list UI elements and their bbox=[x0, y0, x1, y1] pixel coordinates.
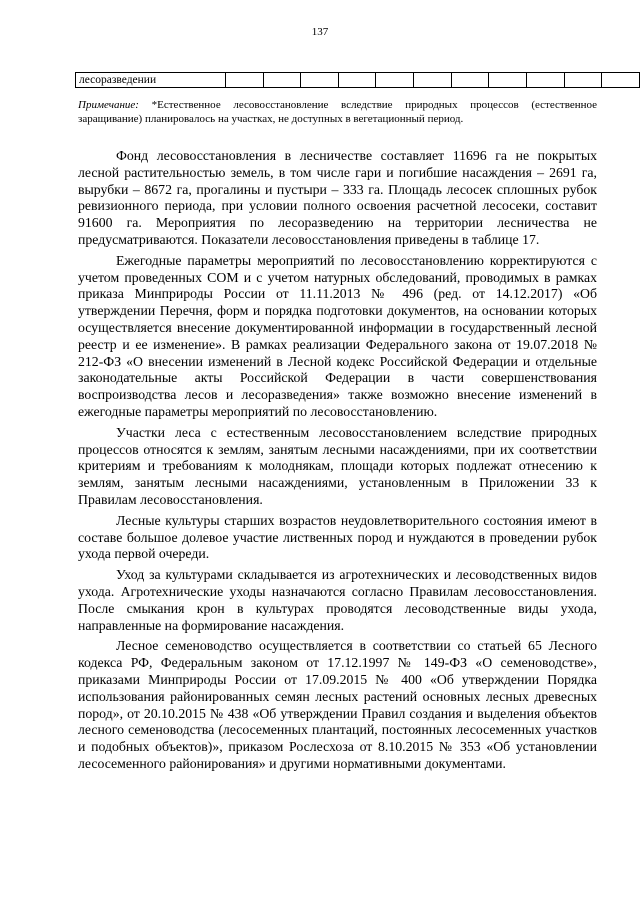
table-cell bbox=[301, 73, 339, 88]
paragraph: Лесное семеноводство осуществляется в соответствии со статьей 65 Лесного кодекса РФ, Федеральным законом от 17.12.1997 № 149-ФЗ «О семеноводстве», приказами Минприроды России от 17.09.2015 № 400 «Об утверждении Порядка использования районированных семян лесных растений основных лесных древесных пород», от 20.10.2015 № 438 «Об утверждении Правил создания и выделения объектов лесного семеноводства (лесосеменных плантаций, постоянных лесосеменных участков и подобных объектов)», приказом Рослесхоза от 8.10.2015 № 353 «Об установлении лесосеменного районирования» и другими нормативными документами. bbox=[78, 638, 597, 771]
paragraph: Уход за культурами складывается из агротехнических и лесоводственных видов ухода. Агротехнические уходы назначаются согласно Правилам лесовосстановления. После смыкания крон в культурах проводятся лесоводственные виды ухода, направленные на формирование насаждения. bbox=[78, 567, 597, 633]
table-note bbox=[78, 99, 597, 126]
paragraph: Ежегодные параметры мероприятий по лесовосстановлению корректируются с учетом проведенных СОМ и с учетом натурных обследований, проводимых в рамках приказа Минприроды России от 11.11.2013 № 496 (ред. от 14.12.2017) «Об утверждении Перечня, форм и порядка подготовки документов, на основании которых осуществляется внесение документированной информации в государственный лесной реестр и ее изменение». В рамках реализации Федерального закона от 19.07.2018 № 212-ФЗ «О внесении изменений в Лесной кодекс Российской Федерации и отдельные законодательные акты Российской Федерации в части совершенствования воспроизводства лесов и лесоразведения» также возможно внесение изменений в ежегодные параметры мероприятий по лесовосстановлению. bbox=[78, 252, 597, 419]
table-fragment bbox=[75, 72, 640, 88]
table-cell bbox=[414, 73, 452, 88]
table-cell bbox=[451, 73, 489, 88]
table-cell bbox=[338, 73, 376, 88]
table-cell bbox=[564, 73, 602, 88]
table-cell bbox=[376, 73, 414, 88]
table-cell bbox=[263, 73, 301, 88]
table-cell-label: лесоразведении bbox=[76, 73, 226, 88]
table-cell bbox=[527, 73, 565, 88]
note-text: *Естественное лесовосстановление вследствие природных процессов (естественное заращивание) планировалось на участках, не доступных в вегетационный период. bbox=[78, 99, 597, 125]
table-cell bbox=[489, 73, 527, 88]
body-text bbox=[78, 148, 597, 777]
paragraph: Фонд лесовосстановления в лесничестве составляет 11696 га не покрытых лесной растительностью земель, в том числе гари и погибшие насаждения – 2691 га, вырубки – 8672 га, прогалины и пустыри – 333 га. Площадь лесосек сплошных рубок ревизионного периода, при условии полного освоения расчетной лесосеки, составит 91600 га. Мероприятия по лесоразведению на территории лесничества не предусматриваются. Показатели лесовосстановления приведены в таблице 17. bbox=[78, 148, 597, 247]
paragraph: Участки леса с естественным лесовосстановлением вследствие природных процессов относятся к землям, занятым лесными насаждениями, при их соответствии критериям и требованиям к молоднякам, площади которых подлежат отнесению к землям, занятым лесными насаждениями, установленным в Приложении 33 к Правилам лесовосстановления. bbox=[78, 424, 597, 507]
table-row bbox=[76, 73, 640, 88]
page-number: 137 bbox=[311, 26, 329, 38]
paragraph: Лесные культуры старших возрастов неудовлетворительного состояния имеют в составе большое долевое участие лиственных пород и нуждаются в проведении рубок ухода первой очереди. bbox=[78, 512, 597, 562]
note-label: Примечание: bbox=[78, 99, 139, 111]
table-cell bbox=[225, 73, 263, 88]
table-cell bbox=[602, 73, 640, 88]
